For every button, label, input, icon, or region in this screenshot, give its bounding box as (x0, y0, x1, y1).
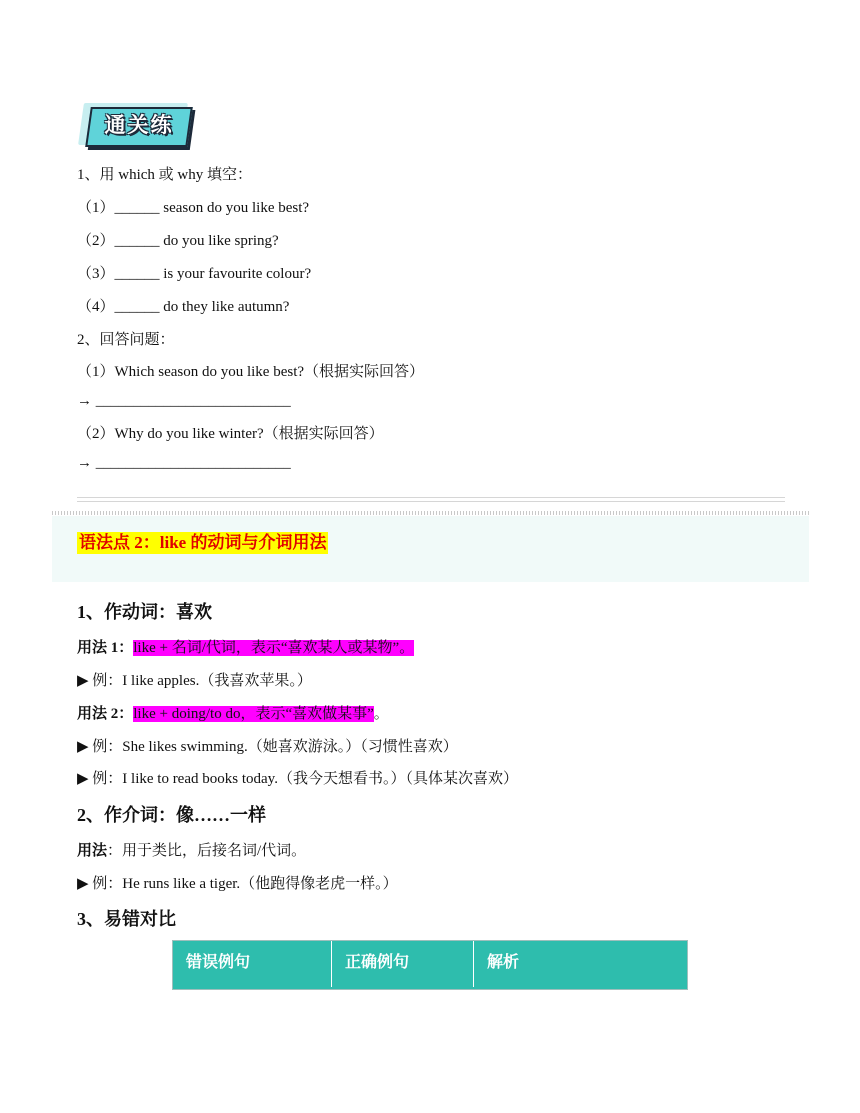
prep-example: ▶ 例：He runs like a tiger.（他跑得像老虎一样。） (77, 876, 398, 892)
exercise-badge (77, 100, 195, 150)
prep-usage (77, 839, 306, 860)
question-1-item: （4）______ do they like autumn? (77, 299, 290, 315)
question-1-title: 1、用 which 或 why 填空： (77, 167, 252, 183)
usage-2-tail: 。 (373, 706, 389, 722)
question-1-item: （2）______ do you like spring? (77, 233, 279, 249)
usage-1-highlight: like + 名词/代词，表示“喜欢某人或某物”。 (133, 640, 415, 656)
table-header-correct: 正确例句 (332, 941, 474, 987)
prep-usage-label: 用法 (77, 843, 108, 859)
question-2-item: （2）Why do you like winter?（根据实际回答） (77, 426, 384, 442)
question-1-item: （3）______ is your favourite colour? (77, 266, 312, 282)
divider-line (77, 497, 785, 502)
answer-line: → __________________________ (77, 455, 291, 471)
badge-label: 通关练 (104, 113, 174, 137)
answer-line: → __________________________ (77, 393, 291, 409)
usage-1 (77, 636, 414, 657)
prep-usage-text: ：用于类比，后接名词/代词。 (107, 843, 307, 859)
contrast-table (172, 940, 688, 990)
question-1-item: （1）______ season do you like best? (77, 200, 310, 216)
usage-2-highlight: like + doing/to do，表示“喜欢做某事” (133, 706, 374, 722)
usage-2 (77, 702, 389, 723)
table-header-wrong: 错误例句 (173, 941, 332, 987)
prep-heading: 2、作介词：像……一样 (77, 805, 266, 825)
example-2: ▶ 例：She likes swimming.（她喜欢游泳。）（习惯性喜欢） (77, 739, 458, 755)
section-title: 语法点 2：like 的动词与介词用法 (79, 533, 327, 552)
question-2-item: （1）Which season do you like best?（根据实际回答） (77, 364, 425, 380)
table-header-analysis: 解析 (487, 952, 520, 971)
verb-heading: 1、作动词：喜欢 (77, 602, 212, 622)
dotted-divider (52, 511, 809, 515)
question-2-title: 2、回答问题： (77, 332, 175, 348)
contrast-heading: 3、易错对比 (77, 909, 176, 929)
usage-1-label: 用法 1： (77, 640, 134, 656)
example-3: ▶ 例：I like to read books today.（我今天想看书。）（具体某次喜欢） (77, 771, 518, 787)
example-1: ▶ 例：I like apples.（我喜欢苹果。） (77, 673, 312, 689)
usage-2-label: 用法 2： (77, 706, 134, 722)
